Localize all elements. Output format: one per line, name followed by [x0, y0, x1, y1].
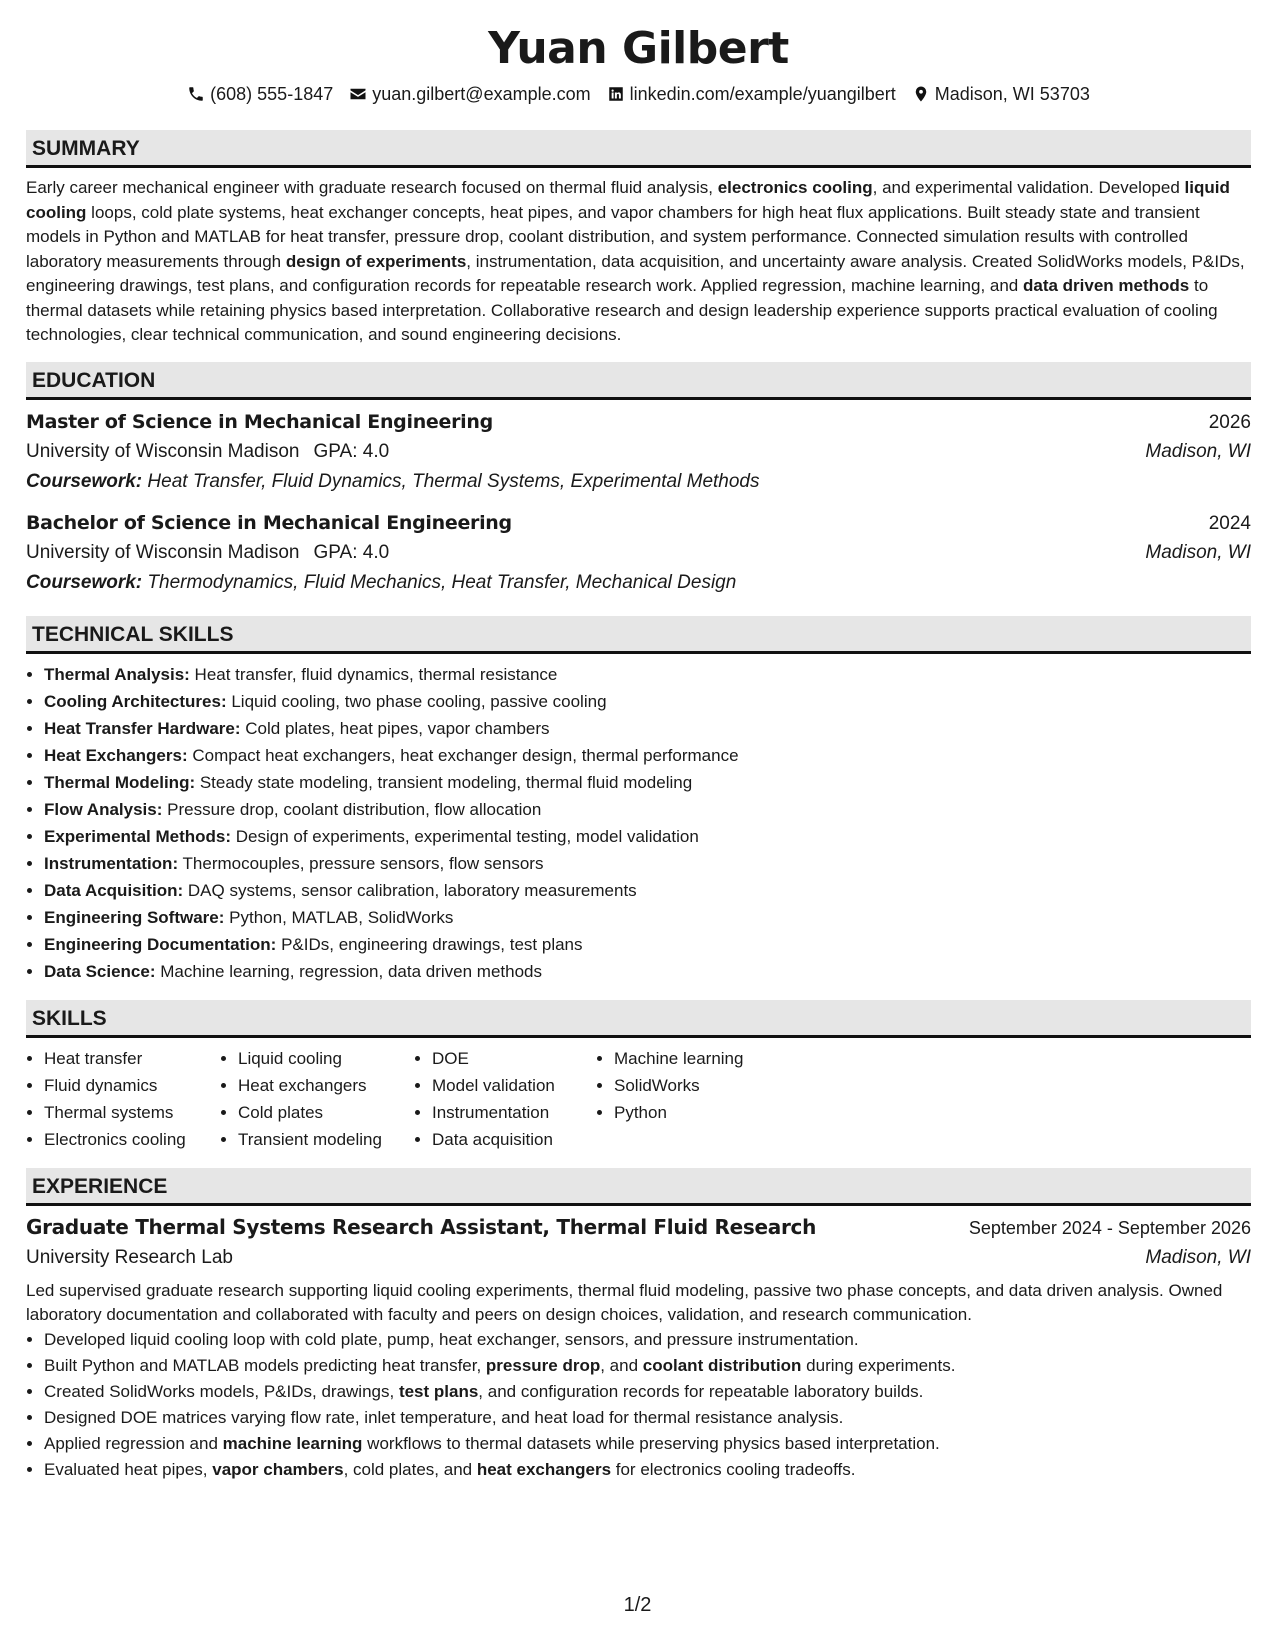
summary-text: to thermal datasets while retaining physics based interpretation. Collaborative research and design leadership experience supports practical evaluation of cooling technologies, clear technical communication, and sound engineering decisions. — [26, 276, 1218, 344]
job-bullet-text: Built Python and MATLAB models predicting heat transfer, — [44, 1355, 486, 1375]
education-list — [26, 408, 1251, 598]
job-bullet — [44, 1327, 1251, 1353]
summary-text: loops, cold plate systems, heat exchanger concepts, heat pipes, and vapor chambers for high heat flux applications. Built steady state and transient models in Python and MATLAB for heat transfer, pressure drop, coolant distribution, and system performance. Connected simulation results with controlled laboratory measurements through — [26, 202, 1200, 271]
summary-emphasis: liquid cooling — [26, 178, 1230, 222]
technical-skill-text: Compact heat exchangers, heat exchanger design, thermal performance — [187, 745, 739, 765]
technical-skill-label: Engineering Software: — [44, 907, 225, 927]
job-bullet-text: , and — [600, 1355, 643, 1375]
job-bullet — [44, 1353, 1251, 1379]
job-bullets — [26, 1327, 1251, 1483]
school-text: University of Wisconsin Madison — [26, 541, 300, 563]
technical-skill-item — [44, 715, 1251, 742]
skill-item: • SolidWorks — [614, 1072, 743, 1099]
technical-skill-label: Flow Analysis: — [44, 799, 163, 819]
job-title: Graduate Thermal Systems Research Assistant, Thermal Fluid Research — [26, 1214, 817, 1239]
coursework-label: Coursework: — [26, 470, 143, 492]
technical-skill-label: Heat Exchangers: — [44, 745, 188, 765]
job-bullet-text: workflows to thermal datasets while preserving physics based interpretation. — [362, 1433, 940, 1453]
technical-skill-label: Cooling Architectures: — [44, 691, 227, 711]
contact-email[interactable] — [349, 82, 590, 106]
degree-year: 2024 — [1208, 512, 1251, 534]
contact-bar — [26, 82, 1251, 106]
job-bullet-text: , and configuration records for repeatable laboratory builds. — [478, 1381, 924, 1401]
coursework — [26, 467, 1251, 497]
degree-title: Master of Science in Mechanical Engineering — [26, 410, 493, 433]
skill-item: • Heat exchangers — [238, 1072, 414, 1099]
technical-skill-label: Experimental Methods: — [44, 826, 232, 846]
technical-skill-text: Pressure drop, coolant distribution, flow allocation — [162, 799, 542, 819]
contact-location — [912, 82, 1090, 106]
linkedin-icon — [607, 85, 625, 103]
page-number: 1/2 — [623, 1594, 652, 1616]
skill-item: • Heat transfer — [44, 1045, 220, 1072]
summary-text: , and experimental validation. Developed — [872, 178, 1185, 197]
skill-item: • Model validation — [432, 1072, 596, 1099]
technical-skill-text: Liquid cooling, two phase cooling, passive cooling — [226, 691, 607, 711]
location-text: Madison, WI 53703 — [934, 84, 1090, 104]
technical-skill-item — [44, 931, 1251, 958]
school-name — [26, 437, 389, 467]
job-dates: September 2024 - September 2026 — [968, 1217, 1251, 1238]
technical-skill-item — [44, 823, 1251, 850]
technical-skill-item — [44, 877, 1251, 904]
job-bullet — [44, 1405, 1251, 1431]
school-name — [26, 538, 389, 568]
experience-entry — [26, 1212, 1251, 1483]
phone-icon — [187, 85, 205, 103]
gpa: GPA: 4.0 — [313, 440, 390, 462]
degree-year: 2026 — [1208, 411, 1251, 433]
job-bullet-text: Developed liquid cooling loop with cold plate, pump, heat exchanger, sensors, and pressure instrumentation. — [44, 1329, 859, 1349]
technical-skill-text: Machine learning, regression, data driven methods — [155, 961, 542, 981]
technical-skill-item — [44, 769, 1251, 796]
candidate-name: Yuan Gilbert — [488, 23, 789, 74]
technical-skill-text: DAQ systems, sensor calibration, laboratory measurements — [183, 880, 637, 900]
job-bullet — [44, 1457, 1251, 1483]
skills-column — [414, 1045, 596, 1153]
job-bullet — [44, 1379, 1251, 1405]
technical-skill-text: Heat transfer, fluid dynamics, thermal resistance — [189, 664, 558, 684]
technical-skill-text: Python, MATLAB, SolidWorks — [224, 907, 454, 927]
skill-item: • Instrumentation — [432, 1099, 596, 1126]
section-header-skills: SKILLS — [26, 1000, 1251, 1038]
skill-item: • DOE — [432, 1045, 596, 1072]
skill-item: • Data acquisition — [432, 1126, 596, 1153]
job-organization: University Research Lab — [26, 1246, 233, 1268]
job-bullet-emphasis: coolant distribution — [642, 1355, 802, 1375]
technical-skill-item — [44, 661, 1251, 688]
technical-skill-item — [44, 742, 1251, 769]
technical-skill-label: Heat Transfer Hardware: — [44, 718, 241, 738]
job-bullet-emphasis: test plans — [398, 1381, 479, 1401]
section-header-experience: EXPERIENCE — [26, 1168, 1251, 1206]
job-description: Led supervised graduate research supporting liquid cooling experiments, thermal fluid modeling, passive two phase concepts, and data driven analysis. Owned laboratory documentation and collaborated with faculty and peers on design choices, validation, and research communication. — [26, 1280, 1223, 1324]
coursework-text: Thermodynamics, Fluid Mechanics, Heat Transfer, Mechanical Design — [147, 571, 737, 593]
map-pin-icon — [912, 85, 930, 103]
job-bullet-emphasis: pressure drop — [485, 1355, 601, 1375]
resume-page — [26, 0, 1251, 1483]
technical-skill-label: Engineering Documentation: — [44, 934, 277, 954]
skills-column — [220, 1045, 414, 1153]
job-bullet-text: , cold plates, and — [343, 1459, 477, 1479]
technical-skills-list — [26, 661, 1251, 985]
technical-skill-label: Instrumentation: — [44, 853, 179, 873]
technical-skill-item — [44, 688, 1251, 715]
contact-phone — [187, 82, 333, 106]
contact-linkedin[interactable] — [607, 82, 896, 106]
job-bullet-text: for electronics cooling tradeoffs. — [611, 1459, 856, 1479]
job-bullet-text: Created SolidWorks models, P&IDs, drawings, — [44, 1381, 399, 1401]
skill-item: • Liquid cooling — [238, 1045, 414, 1072]
technical-skill-text: Design of experiments, experimental testing, model validation — [231, 826, 699, 846]
skill-item: • Machine learning — [614, 1045, 743, 1072]
school-text: University of Wisconsin Madison — [26, 440, 300, 462]
summary-paragraph — [26, 176, 1251, 348]
summary-text: Early career mechanical engineer with graduate research focused on thermal fluid analysis, — [26, 178, 718, 197]
skill-item: • Fluid dynamics — [44, 1072, 220, 1099]
technical-skill-label: Data Science: — [44, 961, 156, 981]
job-location: Madison, WI — [1145, 1246, 1251, 1268]
education-entry — [26, 408, 1251, 497]
skills-columns — [26, 1045, 1251, 1153]
skills-column — [596, 1045, 743, 1153]
technical-skill-label: Thermal Analysis: — [44, 664, 190, 684]
technical-skill-label: Data Acquisition: — [44, 880, 184, 900]
job-bullet-text: Designed DOE matrices varying flow rate, inlet temperature, and heat load for thermal resistance analysis. — [44, 1407, 844, 1427]
skill-item: • Cold plates — [238, 1099, 414, 1126]
technical-skill-item — [44, 796, 1251, 823]
skill-item: • Python — [614, 1099, 743, 1126]
technical-skill-item — [44, 850, 1251, 877]
summary-emphasis: electronics cooling — [717, 178, 873, 197]
degree-title: Bachelor of Science in Mechanical Engineering — [26, 511, 512, 534]
job-bullet — [44, 1431, 1251, 1457]
coursework-label: Coursework: — [26, 571, 143, 593]
summary-emphasis: data driven methods — [1022, 276, 1190, 295]
technical-skill-text: Cold plates, heat pipes, vapor chambers — [240, 718, 550, 738]
skills-column — [26, 1045, 220, 1153]
skill-item: • Electronics cooling — [44, 1126, 220, 1153]
technical-skill-text: P&IDs, engineering drawings, test plans — [276, 934, 583, 954]
envelope-icon — [349, 85, 367, 103]
job-bullet-emphasis: heat exchangers — [476, 1459, 612, 1479]
summary-emphasis: design of experiments — [285, 251, 467, 271]
skill-item: • Thermal systems — [44, 1099, 220, 1126]
technical-skill-item — [44, 958, 1251, 985]
technical-skill-label: Thermal Modeling: — [44, 772, 196, 792]
coursework-text: Heat Transfer, Fluid Dynamics, Thermal Systems, Experimental Methods — [147, 470, 760, 492]
technical-skill-text: Steady state modeling, transient modeling, thermal fluid modeling — [195, 772, 693, 792]
section-header-education: EDUCATION — [26, 362, 1251, 400]
section-header-technical-skills: TECHNICAL SKILLS — [26, 616, 1251, 654]
skill-item: • Transient modeling — [238, 1126, 414, 1153]
technical-skill-text: Thermocouples, pressure sensors, flow sensors — [178, 853, 544, 873]
job-bullet-emphasis: vapor chambers — [212, 1459, 344, 1479]
linkedin-text[interactable]: linkedin.com/example/yuangilbert — [629, 84, 896, 104]
coursework — [26, 568, 1251, 598]
technical-skill-item — [44, 904, 1251, 931]
job-bullet-emphasis: machine learning — [222, 1433, 363, 1453]
email-text[interactable]: yuan.gilbert@example.com — [372, 84, 591, 104]
gpa: GPA: 4.0 — [313, 541, 390, 563]
job-bullet-text: during experiments. — [801, 1355, 956, 1375]
job-bullet-text: Applied regression and — [44, 1433, 223, 1453]
school-location: Madison, WI — [1145, 541, 1251, 563]
phone-text: (608) 555-1847 — [210, 84, 334, 104]
summary-text: , instrumentation, data acquisition, and uncertainty aware analysis. Created SolidWorks models, P&IDs, engineering drawings, test plans, and configuration records for repeatable research work. Applied regression, machine learning, and — [26, 251, 1245, 295]
school-location: Madison, WI — [1145, 440, 1251, 462]
job-bullet-text: Evaluated heat pipes, — [44, 1459, 213, 1479]
section-header-summary: SUMMARY — [26, 130, 1251, 168]
education-entry — [26, 509, 1251, 598]
